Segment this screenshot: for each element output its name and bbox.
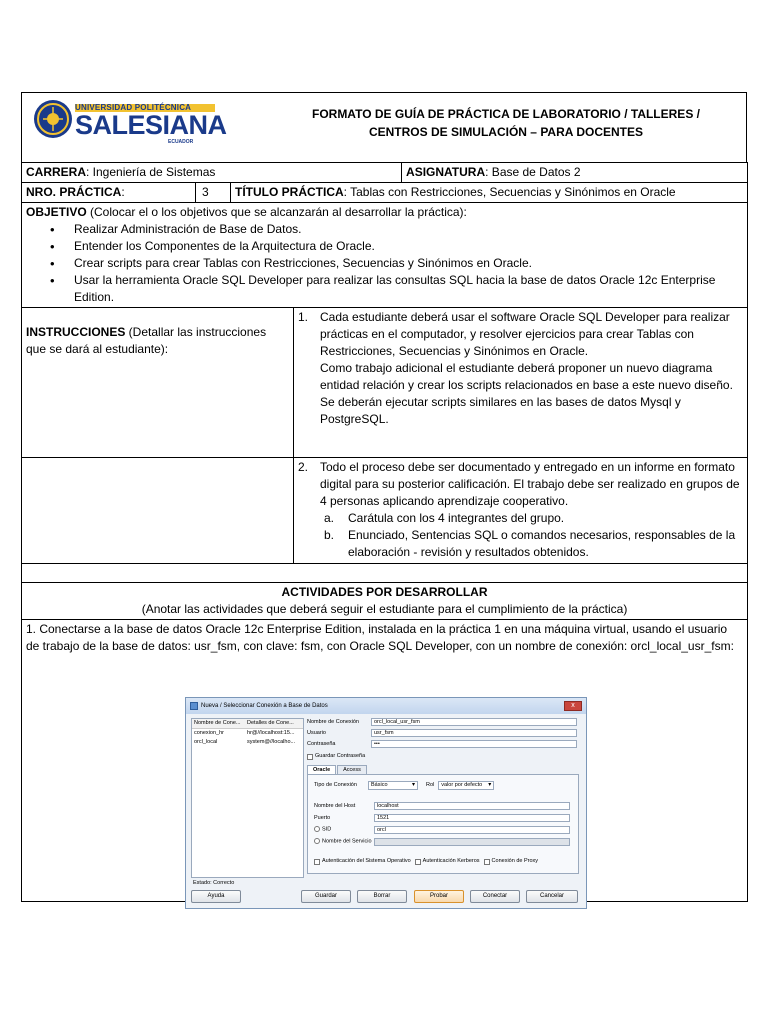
- title-line1: FORMATO DE GUÍA DE PRÁCTICA DE LABORATORIO / TALLERES /: [311, 106, 700, 121]
- actividades-header-row: [22, 583, 748, 620]
- help-button[interactable]: Ayuda: [191, 890, 241, 903]
- item1-text: Cada estudiante deberá usar el software Oracle SQL Developer para realizar prácticas en el computador, y resolver ejercicios para crear Tablas con Restricciones, Secuencias y Sinónimos en Oracle.: [320, 310, 730, 358]
- host-label: Nombre del Host: [314, 802, 356, 809]
- objetivo-cell: [22, 203, 748, 308]
- logo-line1: UNIVERSIDAD POLITÉCNICA: [75, 103, 192, 112]
- objetivo-item: • Realizar Administración de Base de Datos.: [50, 221, 743, 238]
- save-password-label: Guardar Contraseña: [315, 753, 366, 759]
- carrera-cell: [22, 163, 402, 183]
- objetivo-item: • Crear scripts para crear Tablas con Restricciones, Secuencias y Sinónimos en Oracle.: [50, 255, 743, 272]
- carrera-label: CARRERA: [26, 165, 86, 179]
- objetivo-note: (Colocar el o los objetivos que se alcanzarán al desarrollar la práctica):: [86, 205, 467, 219]
- sub-a-text: Carátula con los 4 integrantes del grupo.: [348, 511, 565, 525]
- document-title: [216, 93, 746, 162]
- connection-list-header: [192, 719, 303, 729]
- usuario-row: [307, 729, 577, 737]
- nombre-row: [307, 718, 577, 726]
- actividad-step-1: 1. Conectarse a la base de datos Oracle 12c Enterprise Edition, instalada en la práctica 1 en una máquina virtual, usando el usuario de trabajo de la base de datos: usr_fsm, con clave: fsm, con Oracle SQL Developer, con un nombre de conexión: orcl_local_usr_fsm:: [26, 622, 734, 653]
- actividades-title: ACTIVIDADES POR DESARROLLAR: [281, 585, 488, 599]
- proxy-label: Conexión de Proxy: [491, 858, 539, 864]
- password-input[interactable]: •••: [371, 740, 577, 748]
- connection-details: hr@//localhost:15...: [247, 730, 295, 736]
- logo-emblem-icon: [32, 98, 74, 140]
- item2-number: 2.: [298, 460, 309, 474]
- spacer-cell: [22, 564, 748, 583]
- instrucciones-label-cell: [22, 308, 294, 458]
- asignatura-label: ASIGNATURA: [406, 165, 486, 179]
- auth-os-label: Autenticación del Sistema Operativo: [322, 858, 411, 864]
- tab-oracle[interactable]: Oracle: [307, 765, 336, 775]
- tipo-row: [314, 781, 494, 790]
- tipo-label: Tipo de Conexión: [314, 782, 357, 788]
- connection-list-item[interactable]: [192, 729, 303, 738]
- item2-text: Todo el proceso debe ser documentado y entregado en un informe en formato digital para su posterior calificación. El trabajo debe ser realizado en grupos de 4 personas aplicando aprendizaje cooperativo.: [320, 460, 740, 508]
- university-logo: [22, 93, 227, 162]
- connection-details: system@//localho...: [247, 739, 296, 745]
- auth-kerberos-checkbox[interactable]: [415, 859, 421, 865]
- nro-practica-cell: [22, 183, 196, 203]
- sid-radio[interactable]: [314, 826, 320, 832]
- connection-dialog-screenshot: [185, 697, 587, 909]
- connection-name: orcl_local: [194, 739, 218, 745]
- nro-practica-value: 3: [196, 183, 231, 203]
- usuario-label: Usuario: [307, 729, 326, 736]
- servicio-input[interactable]: [374, 838, 570, 846]
- carrera-row: [22, 163, 748, 183]
- sid-row: [314, 826, 570, 834]
- password-label: Contraseña: [307, 740, 336, 747]
- auth-row: [314, 858, 538, 865]
- test-button[interactable]: Probar: [414, 890, 464, 903]
- objetivo-item: • Entender los Componentes de la Arquitectura de Oracle.: [50, 238, 743, 255]
- auth-kerberos-label: Autenticación Kerberos: [422, 858, 480, 864]
- puerto-label: Puerto: [314, 814, 331, 821]
- nombre-input[interactable]: orcl_local_usr_fsm: [371, 718, 577, 726]
- asignatura-cell: [402, 163, 748, 183]
- cancel-button[interactable]: Cancelar: [526, 890, 578, 903]
- col-header-name: Nombre de Cone...: [194, 720, 241, 726]
- sid-label: SID: [322, 826, 332, 833]
- sub-a-letter: a.: [324, 511, 335, 525]
- host-row: [314, 802, 570, 810]
- tipo-select[interactable]: Básico ▾: [368, 781, 418, 790]
- asignatura-value: : Base de Datos 2: [485, 165, 581, 179]
- database-icon: [190, 702, 198, 710]
- servicio-row: [314, 838, 570, 846]
- dialog-titlebar: [186, 698, 586, 714]
- objetivo-row: [22, 203, 748, 308]
- item1-paragraph3: Se deberán ejecutar scripts similares en las bases de datos Mysql y PostgreSQL.: [320, 395, 681, 426]
- rol-select[interactable]: valor por defecto ▾: [438, 781, 494, 790]
- proxy-checkbox[interactable]: [484, 859, 490, 865]
- sid-input[interactable]: orcl: [374, 826, 570, 834]
- connect-button[interactable]: Conectar: [470, 890, 520, 903]
- objetivo-item: • Usar la herramienta Oracle SQL Developer para realizar las consultas SQL hacia la base de datos Oracle 12c Enterprise Edition.: [50, 272, 743, 306]
- nro-practica-label: NRO. PRÁCTICA: [26, 185, 122, 199]
- titulo-practica-value: : Tablas con Restricciones, Secuencias y Sinónimos en Oracle: [343, 185, 676, 199]
- dialog-title: Nueva / Seleccionar Conexión a Base de Datos: [201, 702, 328, 709]
- servicio-radio[interactable]: [314, 838, 320, 844]
- logo-line3: ECUADOR: [168, 139, 194, 145]
- instrucciones-item1-cell: [294, 308, 748, 458]
- instrucciones-item2-cell: [294, 458, 748, 564]
- sid-option[interactable]: [314, 826, 374, 833]
- instrucciones-row-2: [22, 458, 748, 564]
- connection-list[interactable]: [191, 718, 304, 878]
- titulo-practica-label: TÍTULO PRÁCTICA: [235, 185, 344, 199]
- nombre-label: Nombre de Conexión: [307, 718, 359, 725]
- sub-b-text: Enunciado, Sentencias SQL o comandos necesarios, responsables de la elaboración - revisión y resultados obtenidos.: [348, 528, 736, 559]
- empty-cell: [22, 458, 294, 564]
- actividades-header-cell: [22, 583, 748, 620]
- delete-button[interactable]: Borrar: [357, 890, 407, 903]
- sub-b-letter: b.: [324, 528, 335, 542]
- logo-line2: SALESIANA: [75, 110, 227, 140]
- servicio-label: Nombre del Servicio: [322, 838, 372, 845]
- password-row: [307, 740, 577, 748]
- instrucciones-row-1: [22, 308, 748, 458]
- connection-list-item[interactable]: [192, 738, 303, 747]
- puerto-row: [314, 814, 570, 822]
- item1-paragraph2: Como trabajo adicional el estudiante deberá proponer un nuevo diagrama entidad relación y crear los scripts relacionados en base a este nuevo diseño.: [320, 361, 733, 392]
- actividades-subtitle: (Anotar las actividades que deberá seguir el estudiante para el cumplimiento de la práctica): [141, 602, 628, 616]
- titulo-practica-cell: [231, 183, 748, 203]
- carrera-value: : Ingeniería de Sistemas: [86, 165, 216, 179]
- save-password-checkbox[interactable]: [307, 754, 313, 760]
- document-header: [21, 92, 747, 162]
- auth-os-checkbox[interactable]: [314, 859, 320, 865]
- oracle-tab-pane: [307, 774, 579, 874]
- item1-number: 1.: [298, 310, 309, 324]
- rol-label: Rol: [426, 782, 435, 788]
- nro-practica-colon: :: [121, 185, 125, 199]
- status-text: Estado: Correcto: [193, 880, 235, 886]
- instrucciones-label: INSTRUCCIONES: [26, 325, 126, 339]
- spacer-row: [22, 564, 748, 583]
- connection-name: conexion_hr: [194, 730, 224, 736]
- tab-access[interactable]: Access: [337, 765, 367, 775]
- title-line2: CENTROS DE SIMULACIÓN – PARA DOCENTES: [368, 124, 643, 139]
- save-password-row[interactable]: [307, 753, 365, 760]
- col-header-details: Detalles de Cone...: [247, 720, 294, 726]
- usuario-input[interactable]: usr_fsm: [371, 729, 577, 737]
- practica-row: [22, 183, 748, 203]
- objetivo-label: OBJETIVO: [26, 205, 87, 219]
- close-button[interactable]: x: [564, 701, 582, 711]
- host-input[interactable]: localhost: [374, 802, 570, 810]
- objetivo-list: [26, 221, 743, 306]
- puerto-input[interactable]: 1521: [374, 814, 570, 822]
- servicio-option[interactable]: [314, 838, 374, 845]
- instrucciones-note: (Detallar las instrucciones que se dará al estudiante):: [26, 325, 267, 356]
- save-button[interactable]: Guardar: [301, 890, 351, 903]
